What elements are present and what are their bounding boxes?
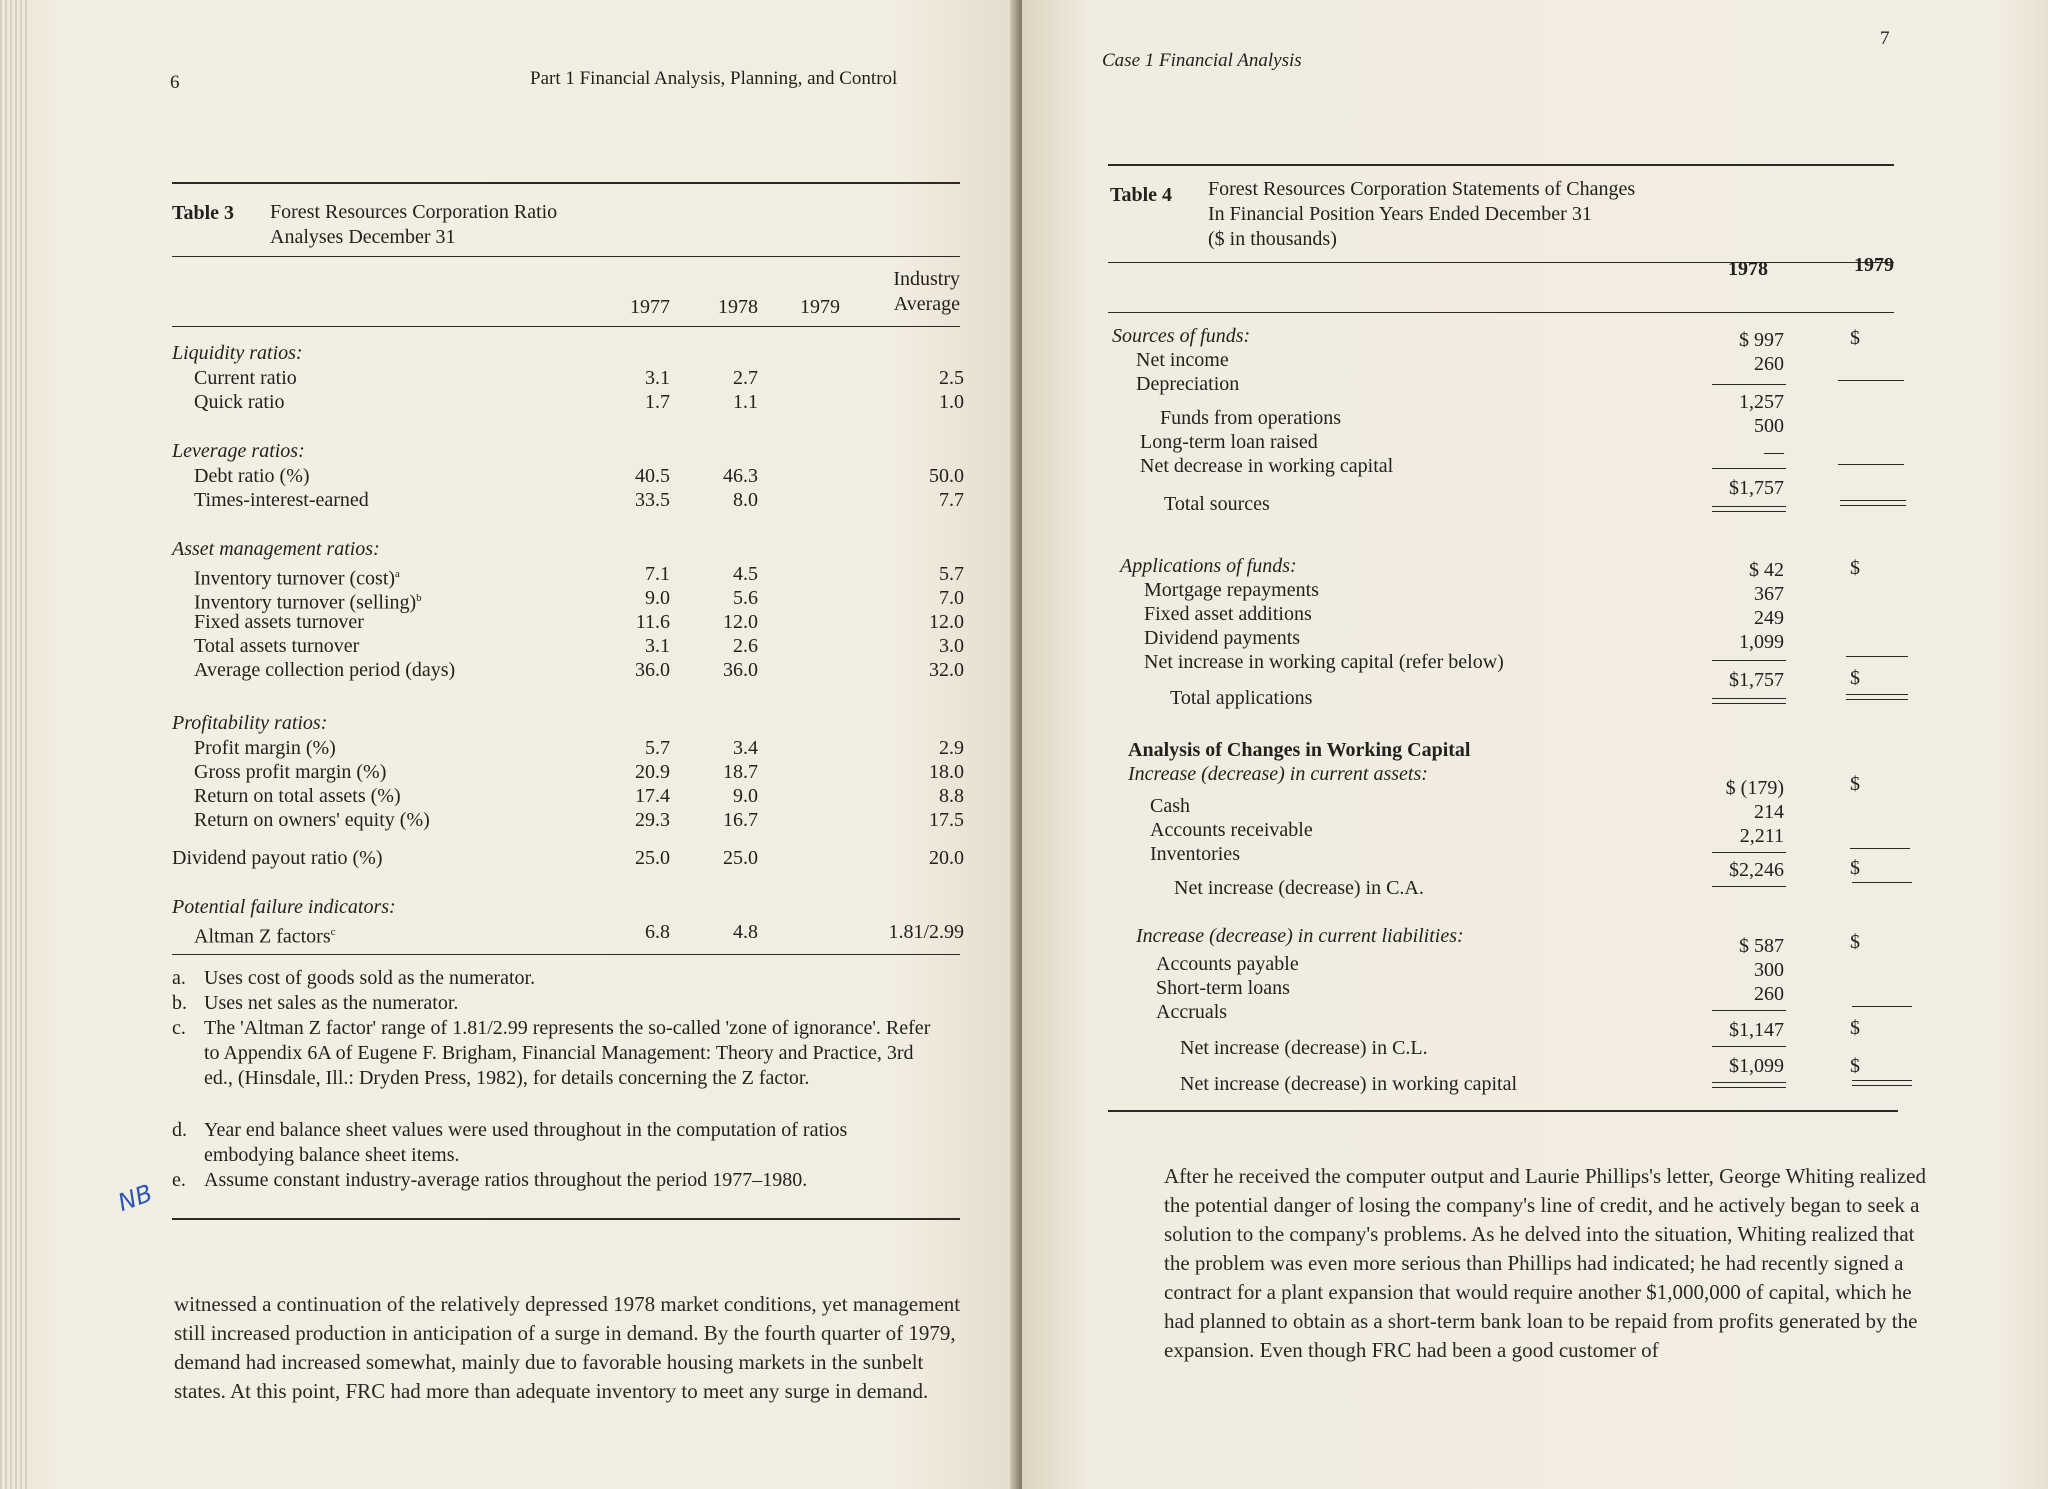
sources-total-rule <box>1712 468 1786 469</box>
footnote-tag: a. <box>172 967 186 989</box>
mortgage-label: Mortgage repayments <box>1144 579 1319 601</box>
table-row <box>0 464 1000 488</box>
applications-total-rule <box>1712 660 1786 661</box>
row-label-text: Times-interest-earned <box>194 489 369 511</box>
footnote-tag: b. <box>172 992 187 1014</box>
total-applications-1979: $ <box>1850 667 1860 689</box>
footnote-text: Assume constant industry-average ratios throughout the period 1977–1980. <box>204 1169 808 1191</box>
ap-1978: $ 587 <box>1739 935 1784 957</box>
table4-label: Table 4 <box>1110 184 1173 206</box>
value-industry: 32.0 <box>929 659 964 681</box>
footnote-marker: b <box>416 592 422 604</box>
sources-subtotal-rule <box>1712 384 1786 385</box>
value-1977: 1.7 <box>645 391 670 413</box>
sources-total-rule-1979 <box>1838 464 1904 465</box>
right-running-head: Case 1 Financial Analysis <box>1102 50 1302 71</box>
net-income-label: Net income <box>1136 349 1229 371</box>
ar-label: Accounts receivable <box>1150 819 1313 841</box>
value-1978: 8.0 <box>733 489 758 511</box>
table4-bottom-rule <box>1108 1110 1898 1112</box>
inventories-1978: 2,211 <box>1739 825 1784 847</box>
table4-col-1979: 1979 <box>1854 254 1894 276</box>
net-wc-label: Net increase (decrease) in working capital <box>1180 1073 1518 1095</box>
value-1978: 9.0 <box>733 785 758 807</box>
table4-rule-2 <box>1108 262 1894 263</box>
cl-total-rule-1979 <box>1852 1006 1912 1007</box>
table-row <box>0 846 1000 870</box>
value-1978: 2.7 <box>733 367 758 389</box>
table-row <box>0 736 1000 760</box>
net-wc-dbl-1979-1 <box>1852 1080 1912 1081</box>
section-heading: Asset management ratios: <box>172 538 380 560</box>
row-label <box>194 634 359 658</box>
table3-rule-2 <box>172 256 960 257</box>
total-sources-label: Total sources <box>1164 493 1270 515</box>
depreciation-label: Depreciation <box>1136 373 1240 395</box>
row-label-text: Gross profit margin (%) <box>194 761 387 783</box>
value-industry: 12.0 <box>929 611 964 633</box>
value-industry: 7.7 <box>939 489 964 511</box>
col-1977: 1977 <box>630 296 670 318</box>
ap-label: Accounts payable <box>1156 953 1299 975</box>
cash-1979: $ <box>1850 773 1860 795</box>
row-label <box>194 736 336 760</box>
value-1978: 5.6 <box>733 587 758 609</box>
row-label-text: Profit margin (%) <box>194 737 336 759</box>
right-page-number: 7 <box>1880 28 1890 49</box>
mortgage-1978: $ 42 <box>1749 559 1784 581</box>
row-label-text: Return on owners' equity (%) <box>194 809 430 831</box>
row-label <box>194 464 310 488</box>
section-heading: Leverage ratios: <box>172 440 305 462</box>
total-apps-dbl-2 <box>1712 703 1786 704</box>
table-row <box>0 366 1000 390</box>
row-label-text: Total assets turnover <box>194 635 360 657</box>
row-label <box>194 610 364 634</box>
value-1978: 25.0 <box>723 847 758 869</box>
footnote-marker: a <box>395 568 400 580</box>
lt-loan-label: Long-term loan raised <box>1140 431 1318 453</box>
value-1978: 1.1 <box>733 391 758 413</box>
accruals-1978: 260 <box>1754 983 1784 1005</box>
inventories-label: Inventories <box>1150 843 1240 865</box>
footnote-text: Year end balance sheet values were used throughout in the computation of ratios embodying balance sheet items. <box>204 1119 848 1166</box>
st-loans-1978: 300 <box>1754 959 1784 981</box>
footnote-text: The 'Altman Z factor' range of 1.81/2.99 represents the so-called 'zone of ignorance'. Refer to Appendix 6A of Eugene F. Brigham, Financial Management: Theory and Practice, 3rd ed., (Hinsdale, Ill.: Dryden Press, 1982), for details concerning the Z factor. <box>204 1017 931 1089</box>
table-row <box>0 784 1000 808</box>
footnote-text: Uses net sales as the numerator. <box>204 992 459 1014</box>
value-industry: 50.0 <box>929 465 964 487</box>
handwritten-nb-note: NB <box>114 1178 157 1218</box>
net-cl-1978: $1,147 <box>1729 1019 1784 1041</box>
col-industry: Industry <box>893 268 960 290</box>
footnote-text: Uses cost of goods sold as the numerator. <box>204 967 536 989</box>
row-label <box>194 784 401 808</box>
total-applications-1978: $1,757 <box>1729 669 1784 691</box>
value-1978: 3.4 <box>733 737 758 759</box>
net-income-1978: $ 997 <box>1739 329 1784 351</box>
net-dec-wc-1978: — <box>1764 441 1784 463</box>
value-industry: 17.5 <box>929 809 964 831</box>
net-wc-dbl-1979-2 <box>1852 1085 1912 1086</box>
footnote-tag: c. <box>172 1017 186 1039</box>
left-page <box>0 0 1020 1489</box>
right-body-text: After he received the computer output and Laurie Phillips's letter, George Whiting realized the potential danger of losing the company's line of credit, and he actively began to seek a solution to the company's problems. As he delved into the situation, Whiting realized that the problem was even more serious than Phillips had indicated; he had recently signed a contract for a plant expansion that would require another $1,000,000 of capital, which he had planned to obtain as a short-term bank loan to be repaid from profits generated by the expansion. Even though FRC had been a good customer of <box>1164 1164 1926 1362</box>
value-industry: 18.0 <box>929 761 964 783</box>
total-sources-dbl-1979-2 <box>1840 505 1906 506</box>
table-row <box>0 562 1000 590</box>
net-cl-1979: $ <box>1850 1017 1860 1039</box>
accruals-label: Accruals <box>1156 1001 1228 1023</box>
table3-header-row <box>0 295 1000 319</box>
table-row <box>0 586 1000 614</box>
net-ca-1979: $ <box>1850 857 1860 879</box>
value-1977: 9.0 <box>645 587 670 609</box>
value-1978: 16.7 <box>723 809 758 831</box>
value-1978: 36.0 <box>723 659 758 681</box>
table4-title-3: ($ in thousands) <box>1208 228 1337 250</box>
value-1977: 20.9 <box>635 761 670 783</box>
fixed-asset-label: Fixed asset additions <box>1144 603 1312 625</box>
value-1978: 46.3 <box>723 465 758 487</box>
applications-heading: Applications of funds: <box>1120 555 1297 577</box>
net-income-1979: $ <box>1850 327 1860 349</box>
footnote <box>172 1168 932 1193</box>
value-1977: 36.0 <box>635 659 670 681</box>
ca-under-rule <box>1712 886 1786 887</box>
table-row <box>0 808 1000 832</box>
row-label-text: Inventory turnover (cost) <box>194 567 396 590</box>
value-1977: 6.8 <box>645 921 670 943</box>
row-label-text: Return on total assets (%) <box>194 785 401 807</box>
row-label <box>194 920 336 949</box>
value-1977: 33.5 <box>635 489 670 511</box>
row-label <box>194 390 285 414</box>
section-heading: Profitability ratios: <box>172 712 328 734</box>
table-row <box>0 488 1000 512</box>
table-row <box>0 658 1000 682</box>
table-row <box>0 390 1000 414</box>
ap-1979: $ <box>1850 931 1860 953</box>
value-industry: 7.0 <box>939 587 964 609</box>
lt-loan-1978: 500 <box>1754 415 1784 437</box>
footnote <box>172 966 932 991</box>
value-industry: 2.5 <box>939 367 964 389</box>
col-average: Average <box>893 293 960 315</box>
table3-title-1: Forest Resources Corporation Ratio <box>270 201 558 223</box>
row-label-text: Quick ratio <box>194 391 285 413</box>
net-dec-wc-label: Net decrease in working capital <box>1140 455 1394 477</box>
total-apps-dbl-1 <box>1712 698 1786 699</box>
net-wc-dbl-1 <box>1712 1082 1786 1083</box>
value-1978: 18.7 <box>723 761 758 783</box>
value-1977: 7.1 <box>645 563 670 585</box>
value-1977: 11.6 <box>635 611 670 633</box>
table-row <box>0 634 1000 658</box>
st-loans-label: Short-term loans <box>1156 977 1290 999</box>
row-label <box>194 760 386 784</box>
row-label-text: Current ratio <box>194 367 297 389</box>
section-heading: Liquidity ratios: <box>172 342 303 364</box>
total-sources-1978: $1,757 <box>1729 477 1784 499</box>
table4-title-2: In Financial Position Years Ended December 31 <box>1208 203 1592 225</box>
value-industry: 2.9 <box>939 737 964 759</box>
table-row <box>0 610 1000 634</box>
footnote-tag: d. <box>172 1119 187 1141</box>
ar-1978: 214 <box>1754 801 1784 823</box>
net-inc-wc-1978: 1,099 <box>1739 631 1784 653</box>
section-heading: Potential failure indicators: <box>172 896 396 918</box>
ca-heading: Increase (decrease) in current assets: <box>1128 763 1428 785</box>
funds-ops-label: Funds from operations <box>1160 407 1342 429</box>
net-ca-label: Net increase (decrease) in C.A. <box>1174 877 1424 899</box>
cash-1978: $ (179) <box>1725 777 1784 799</box>
mortgage-1979: $ <box>1850 557 1860 579</box>
cl-heading: Increase (decrease) in current liabilities: <box>1136 925 1464 947</box>
table3-title-2: Analyses December 31 <box>270 226 456 248</box>
table4-col-1978: 1978 <box>1728 258 1768 280</box>
table-row <box>0 920 1000 948</box>
fixed-asset-1978: 367 <box>1754 583 1784 605</box>
total-sources-dbl-1 <box>1712 506 1786 507</box>
value-industry: 1.0 <box>939 391 964 413</box>
value-industry: 3.0 <box>939 635 964 657</box>
table3-top-rule <box>172 182 960 184</box>
value-1977: 3.1 <box>645 367 670 389</box>
left-running-head: Part 1 Financial Analysis, Planning, and Control <box>530 68 898 89</box>
row-label-text: Altman Z factors <box>194 925 331 948</box>
table3-rule-3 <box>172 326 960 327</box>
footnote <box>172 1016 932 1091</box>
dividend-1978: 249 <box>1754 607 1784 629</box>
row-label <box>172 846 383 870</box>
net-ca-1978: $2,246 <box>1729 859 1784 881</box>
dividend-label: Dividend payments <box>1144 627 1301 649</box>
net-wc-dbl-2 <box>1712 1087 1786 1088</box>
ca-total-rule <box>1712 852 1786 853</box>
table4-top-rule <box>1108 164 1894 166</box>
value-industry: 5.7 <box>939 563 964 585</box>
value-1977: 3.1 <box>645 635 670 657</box>
value-industry: 8.8 <box>939 785 964 807</box>
footnote-marker: c <box>330 926 336 938</box>
row-label-text: Debt ratio (%) <box>194 465 310 487</box>
net-cl-label: Net increase (decrease) in C.L. <box>1180 1037 1428 1059</box>
value-1978: 4.8 <box>733 921 758 943</box>
table-row <box>0 760 1000 784</box>
ca-total-rule-1979 <box>1850 848 1910 849</box>
value-1977: 5.7 <box>645 737 670 759</box>
value-1977: 17.4 <box>635 785 670 807</box>
net-inc-wc-label: Net increase in working capital (refer below) <box>1144 651 1504 673</box>
row-label <box>194 366 297 390</box>
value-industry: 20.0 <box>929 847 964 869</box>
value-1978: 12.0 <box>723 611 758 633</box>
left-body-text: witnessed a continuation of the relatively depressed 1978 market conditions, yet management still increased production in anticipation of a surge in demand. By the fourth quarter of 1979, demand had increased somewhat, mainly due to favorable housing markets in the sunbelt states. At this point, FRC had more than adequate inventory to meet any surge in demand. <box>174 1292 961 1403</box>
table3-label: Table 3 <box>172 202 235 224</box>
row-label-text: Dividend payout ratio (%) <box>172 847 383 869</box>
sources-heading: Sources of funds: <box>1112 325 1251 347</box>
row-label-text: Inventory turnover (selling) <box>194 591 417 614</box>
sources-subtotal-rule-1979 <box>1838 380 1904 381</box>
cash-label: Cash <box>1150 795 1190 817</box>
total-applications-label: Total applications <box>1170 687 1313 709</box>
depreciation-1978: 260 <box>1754 353 1784 375</box>
col-1978: 1978 <box>718 296 758 318</box>
total-apps-dbl-1979-1 <box>1846 694 1908 695</box>
table3-rule-4 <box>172 954 960 955</box>
total-sources-dbl-2 <box>1712 511 1786 512</box>
cl-total-rule <box>1712 1010 1786 1011</box>
total-apps-dbl-1979-2 <box>1846 699 1908 700</box>
value-1978: 2.6 <box>733 635 758 657</box>
net-wc-1979: $ <box>1850 1055 1860 1077</box>
left-page-number: 6 <box>170 72 180 93</box>
wc-heading: Analysis of Changes in Working Capital <box>1128 739 1471 761</box>
table4-rule-3 <box>1108 312 1894 313</box>
table4-title-1: Forest Resources Corporation Statements of Changes <box>1208 178 1636 200</box>
value-industry: 1.81/2.99 <box>888 921 964 943</box>
value-1977: 29.3 <box>635 809 670 831</box>
cl-under-rule <box>1712 1046 1786 1047</box>
row-label-text: Fixed assets turnover <box>194 611 364 633</box>
total-sources-dbl-1979-1 <box>1840 500 1906 501</box>
value-1978: 4.5 <box>733 563 758 585</box>
footnote <box>172 991 932 1016</box>
col-1979: 1979 <box>800 296 840 318</box>
footnote <box>172 1118 932 1168</box>
value-1977: 25.0 <box>635 847 670 869</box>
row-label <box>194 658 455 682</box>
ca-under-rule-1979 <box>1852 882 1912 883</box>
row-label <box>194 488 369 512</box>
value-1977: 40.5 <box>635 465 670 487</box>
table3-bottom-rule <box>172 1218 960 1220</box>
footnote-tag: e. <box>172 1169 186 1191</box>
funds-ops-1978: 1,257 <box>1739 391 1784 413</box>
row-label-text: Average collection period (days) <box>194 659 456 681</box>
applications-total-rule-1979 <box>1846 656 1908 657</box>
net-wc-1978: $1,099 <box>1729 1055 1784 1077</box>
row-label <box>194 808 430 832</box>
